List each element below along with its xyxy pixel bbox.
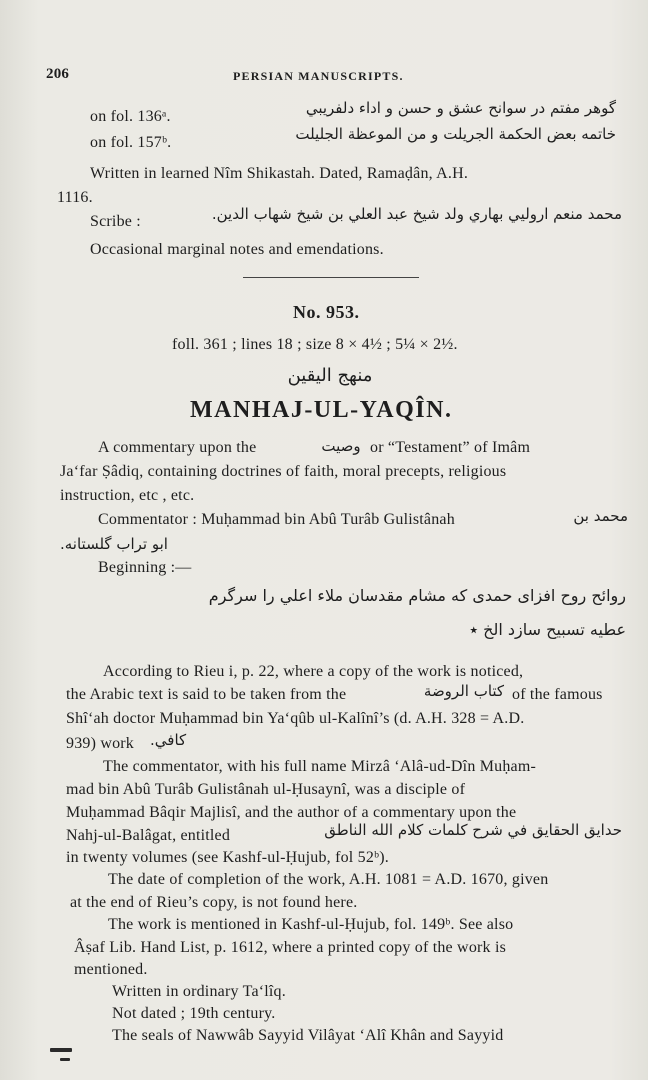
marginal-notes: Occasional marginal notes and emendations.: [90, 241, 384, 258]
para1-line-4a: 939) work: [66, 735, 135, 752]
print-blot: [50, 1048, 72, 1052]
title-arabic: منهج اليقين: [287, 365, 373, 386]
beginning-label: Beginning :—: [98, 559, 192, 576]
seals-line: The seals of Nawwâb Sayyid Vilâyat ‘Alî Khân and Sayyid: [112, 1027, 504, 1044]
desc-line-3: instruction, etc , etc.: [60, 487, 195, 504]
para2-line-4a: Nahj-ul-Balâgat, entitled: [66, 827, 231, 844]
not-dated: Not dated ; 19th century.: [112, 1005, 276, 1022]
scribe-label: Scribe :: [90, 213, 141, 230]
para4-line-3: mentioned.: [74, 961, 148, 978]
written-script: Written in ordinary Ta‘lîq.: [112, 983, 286, 1000]
para2-line-2: mad bin Abû Turâb Gulistânah ul-Ḥusaynî, was a disciple of: [66, 781, 466, 798]
separator-rule: [243, 277, 419, 278]
para4-line-1: The work is mentioned in Kashf-ul-Ḥujub, fol. 149ᵇ. See also: [108, 916, 514, 933]
beginning-arabic-2: عطيه تسبيح سازد الخ ٭: [469, 620, 626, 639]
physical-description: foll. 361 ; lines 18 ; size 8 × 4½ ; 5¼ × 2½.: [172, 336, 458, 353]
desc-arabic-wasiyat: وصيت: [321, 437, 361, 455]
para2-line-3: Muḥammad Bâqir Majlisî, and the author of a commentary upon the: [66, 804, 517, 821]
para1-line-1: According to Rieu i, p. 22, where a copy of the work is noticed,: [103, 663, 524, 680]
para1-line-2b: of the famous: [512, 686, 603, 703]
desc-line-2: Ja‘far Ṣâdiq, containing doctrines of faith, moral precepts, religious: [60, 463, 507, 480]
print-blot-small: [60, 1058, 70, 1061]
beginning-arabic-1: روائح روح افزای حمدی که مشام مقدسان ملاء اعلي را سرگرم: [208, 586, 626, 605]
written-prev: Written in learned Nîm Shikastah. Dated, Ramaḍân, A.H.: [90, 165, 469, 182]
page-number: 206: [46, 66, 70, 82]
para2-line-1: The commentator, with his full name Mirzâ ‘Alâ-ud-Dîn Muḥam-: [103, 758, 537, 775]
fol-label-2: on fol. 157ᵇ.: [90, 134, 172, 151]
para2-arabic-hadaiq: حدايق الحقايق في شرح كلمات كلام الله الناطق: [324, 821, 622, 839]
year-prev: 1116.: [57, 189, 93, 206]
para1-line-2a: the Arabic text is said to be taken from the: [66, 686, 347, 703]
fol-label-1: on fol. 136ᵃ.: [90, 108, 171, 125]
commentator-line-1: Commentator : Muḥammad bin Abû Turâb Gulistânah: [98, 511, 455, 528]
entry-number: No. 953.: [293, 302, 360, 322]
para4-line-2: Âṣaf Lib. Hand List, p. 1612, where a printed copy of the work is: [74, 939, 507, 956]
para2-line-5: in twenty volumes (see Kashf-ul-Ḥujub, fol 52ᵇ).: [66, 849, 389, 866]
scribe-arabic: محمد منعم اروليي بهاري ولد شيخ عبد العلي بن شيخ شهاب الدين.: [211, 205, 622, 223]
para3-line-2: at the end of Rieu’s copy, is not found here.: [70, 894, 358, 911]
para1-line-3: Shî‘ah doctor Muḥammad bin Ya‘qûb ul-Kalînî’s (d. A.H. 328 = A.D.: [66, 710, 525, 727]
para1-arabic-rawda: كتاب الروضة: [423, 682, 505, 700]
desc-line-1a: A commentary upon the: [98, 439, 257, 456]
arabic-line-1: گوهر مفتم در سوانح عشق و حسن و اداء دلفريبي: [305, 99, 616, 117]
para3-line-1: The date of completion of the work, A.H. 1081 = A.D. 1670, given: [108, 871, 549, 888]
entry-title: MANHAJ-UL-YAQÎN.: [190, 397, 453, 423]
commentator-arabic-2: ابو تراب گلستانه.: [60, 535, 168, 553]
desc-line-1b: or “Testament” of Imâm: [370, 439, 531, 456]
running-title: PERSIAN MANUSCRIPTS.: [233, 69, 404, 83]
para1-arabic-kafi: كافي.: [150, 731, 187, 749]
arabic-line-2: خاتمه بعض الحكمة الجريلت و من الموعظة الجليلت: [295, 125, 616, 143]
commentator-arabic-1: محمد بن: [573, 507, 628, 525]
